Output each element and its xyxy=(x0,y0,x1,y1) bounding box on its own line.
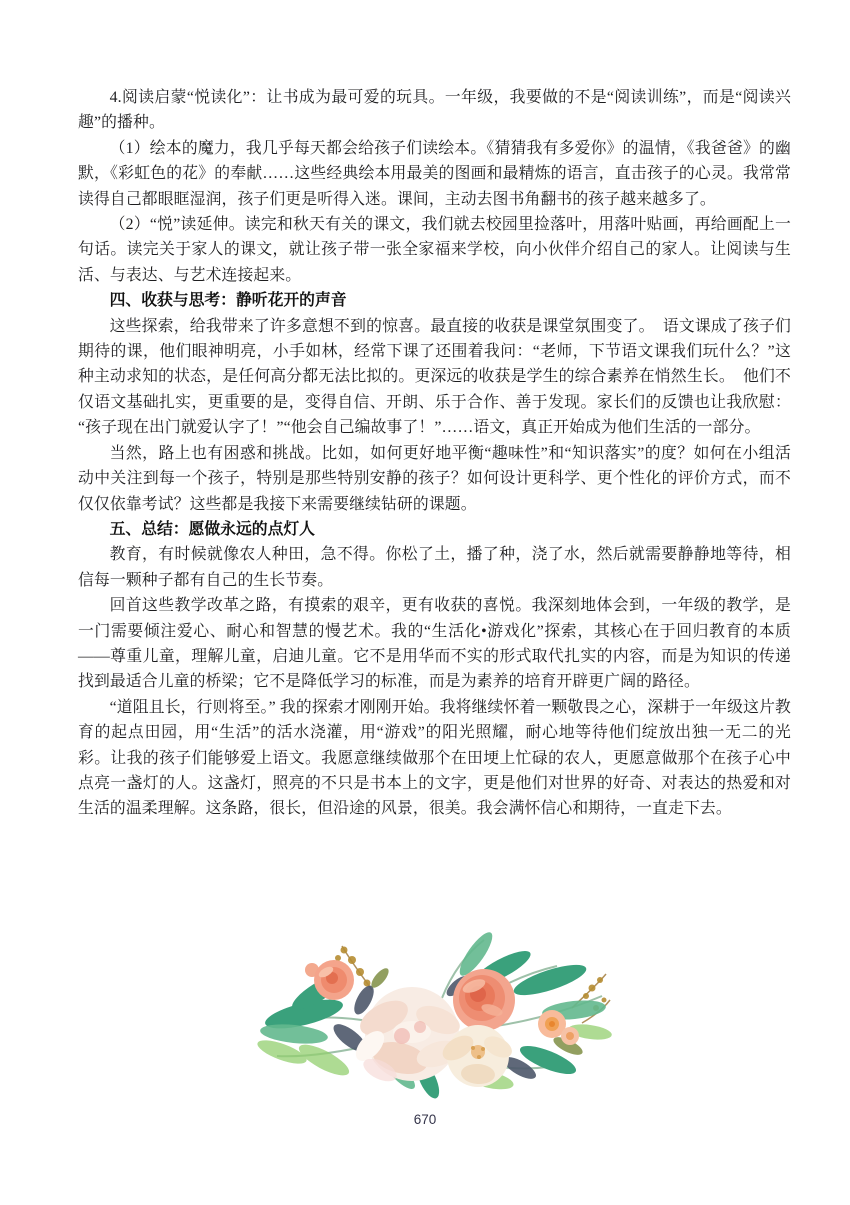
body-paragraph: （1）绘本的魔力，我几乎每天都会给孩子们读绘本。《猜猜我有多爱你》的温情，《我爸爸》的幽默，《彩虹色的花》的奉献……这些经典绘本用最美的图画和最精炼的语言，直击孩子的心灵。我常常读得自己都眼眶湿润，孩子们更是听得入迷。课间，主动去图书角翻书的孩子越来越多了。 xyxy=(78,139,791,208)
document-body xyxy=(78,85,791,822)
section-heading: 五、总结：愿做永远的点灯人 xyxy=(109,520,315,538)
body-paragraph: “道阻且长，行则将至。” 我的探索才刚刚开始。我将继续怀着一颗敬畏之心，深耕于一年级这片教育的起点田园，用“生活”的活水浇灌，用“游戏”的阳光照耀，耐心地等待他们绽放出独一无二的光彩。让我的孩子们能够爱上语文。我愿意继续做那个在田埂上忙碌的农人，更愿意做那个在孩子心中点亮一盏灯的人。这盏灯，照亮的不只是书本上的文字，更是他们对世界的好奇、对表达的热爱和对生活的温柔理解。这条路，很长，但沿途的风景，很美。我会满怀信心和期待，一直走下去。 xyxy=(78,698,791,818)
body-paragraph: （2）“悦”读延伸。读完和秋天有关的课文，我们就去校园里捡落叶，用落叶贴画，再给画配上一句话。读完关于家人的课文，就让孩子带一张全家福来学校，向小伙伴介绍自己的家人。让阅读与生活、与表达、与艺术连接起来。 xyxy=(78,216,791,284)
page-number: 670 xyxy=(413,1112,437,1127)
section-heading: 四、收获与思考：静听花开的声音 xyxy=(109,292,347,310)
watercolor-flower-illustration xyxy=(252,928,612,1104)
body-paragraph: 4.阅读启蒙“悦读化”：让书成为最可爱的玩具。一年级，我要做的不是“阅读训练”，而是“阅读兴趣”的播种。 xyxy=(78,89,791,132)
body-paragraph: 回首这些教学改革之路，有摸索的艰辛，更有收获的喜悦。我深刻地体会到，一年级的教学，是一门需要倾注爱心、耐心和智慧的慢艺术。我的“生活化•游戏化”探索，其核心在于回归教育的本质——尊重儿童，理解儿童，启迪儿童。它不是用华而不实的形式取代扎实的内容，而是为知识的传递找到最适合儿童的桥梁；它不是降低学习的标准，而是为素养的培育开辟更广阔的路径。 xyxy=(78,597,791,691)
body-paragraph: 当然，路上也有困惑和挑战。比如，如何更好地平衡“趣味性”和“知识落实”的度？如何在小组活动中关注到每一个孩子，特别是那些特别安静的孩子？如何设计更科学、更个性化的评价方式，而不仅仅依靠考试？这些都是我接下来需要继续钻研的课题。 xyxy=(78,444,791,513)
body-paragraph: 这些探索，给我带来了许多意想不到的惊喜。最直接的收获是课堂氛围变了。 语文课成了孩子们期待的课，他们眼神明亮，小手如林，经常下课了还围着我问：“老师，下节语文课我们玩什么？”这种主动求知的状态，是任何高分都无法比拟的。更深远的收获是学生的综合素养在悄然生长。 他们不仅语文基础扎实，更重要的是，变得自信、开朗、乐于合作、善于发现。家长们的反馈也让我欣慰：“孩子现在出门就爱认字了！”“他会自己编故事了！”……语文，真正开始成为他们生活的一部分。 xyxy=(78,317,791,437)
body-paragraph: 教育，有时候就像农人种田，急不得。你松了土，播了种，浇了水，然后就需要静静地等待，相信每一颗种子都有自己的生长节奏。 xyxy=(78,546,791,589)
flower-bouquet-image xyxy=(252,928,612,1104)
